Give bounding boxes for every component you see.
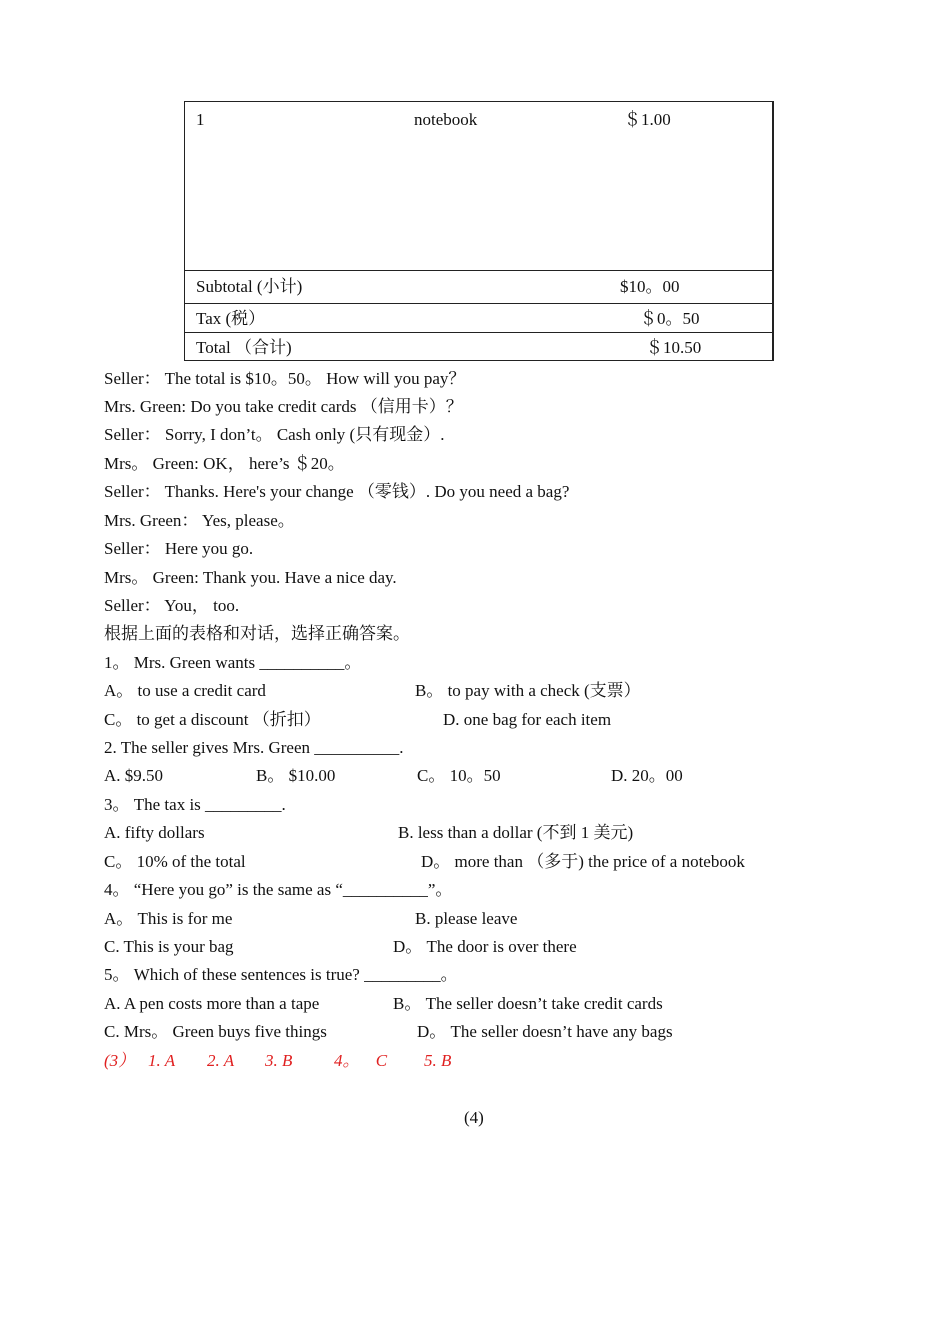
total-divider — [185, 332, 772, 333]
answers-label: (3） — [104, 1051, 136, 1070]
q5-option-d: D。 The seller doesn’t have any bags — [417, 1022, 673, 1041]
total-label: Total （合计) — [196, 338, 292, 357]
q3-option-a: A. fifty dollars — [104, 823, 205, 842]
answer-2: 2. A — [207, 1051, 235, 1070]
q1-option-a: A。 to use a credit card — [104, 681, 266, 700]
item-quantity: 1 — [196, 110, 205, 129]
item-name: notebook — [414, 110, 478, 129]
dialogue-line: Seller： Thanks. Here's your change （零钱）. Do you need a bag? — [104, 482, 570, 501]
q4-option-c: C. This is your bag — [104, 937, 234, 956]
dialogue-line: Seller： The total is $10。50。 How will you pay？ — [104, 369, 466, 388]
subtotal-label: Subtotal (小计) — [196, 277, 303, 296]
dialogue-line: Seller： Here you go. — [104, 539, 254, 558]
q5-option-a: A. A pen costs more than a tape — [104, 994, 320, 1013]
q1-option-b: B。 to pay with a check (支票） — [415, 681, 641, 700]
q4-option-d: D。 The door is over there — [393, 937, 577, 956]
q2-option-b: B。 $10.00 — [256, 766, 336, 785]
question-5: 5。 Which of these sentences is true? _________。 — [104, 965, 458, 984]
dialogue-line: Mrs。 Green: Thank you. Have a nice day. — [104, 568, 397, 587]
item-price: ＄1.00 — [624, 110, 671, 129]
answer-4: 4。 C — [334, 1051, 388, 1070]
dialogue-line: Seller： You， too. — [104, 596, 240, 615]
question-3: 3。 The tax is _________. — [104, 795, 286, 814]
dialogue-line: Mrs. Green: Do you take credit cards （信用卡）？ — [104, 397, 463, 416]
q3-option-c: C。 10% of the total — [104, 852, 246, 871]
question-4: 4。 “Here you go” is the same as “__________”。 — [104, 880, 453, 899]
q4-option-a: A。 This is for me — [104, 909, 233, 928]
instruction: 根据上面的表格和对话，选择正确答案。 — [104, 624, 410, 643]
tax-divider — [185, 303, 772, 304]
dialogue-line: Mrs。 Green: OK， here’s ＄20。 — [104, 454, 345, 473]
tax-label: Tax (税） — [196, 309, 266, 328]
answer-3: 3. B — [265, 1051, 293, 1070]
dialogue-line: Seller： Sorry, I don’t。 Cash only (只有现金）. — [104, 425, 445, 444]
q5-option-c: C. Mrs。 Green buys five things — [104, 1022, 327, 1041]
dialogue-line: Mrs. Green： Yes, please。 — [104, 511, 295, 530]
q1-option-d: D. one bag for each item — [443, 710, 612, 729]
question-2: 2. The seller gives Mrs. Green __________. — [104, 738, 404, 757]
page-number: (4) — [464, 1108, 484, 1127]
question-1: 1。 Mrs. Green wants __________。 — [104, 653, 362, 672]
q4-option-b: B. please leave — [415, 909, 518, 928]
q2-option-d: D. 20。00 — [611, 766, 683, 785]
q2-option-a: A. $9.50 — [104, 766, 164, 785]
subtotal-value: $10。00 — [620, 277, 680, 296]
q1-option-c: C。 to get a discount （折扣） — [104, 710, 321, 729]
subtotal-divider — [185, 270, 772, 271]
q2-option-c: C。 10。50 — [417, 766, 501, 785]
q5-option-b: B。 The seller doesn’t take credit cards — [393, 994, 663, 1013]
total-value: ＄10.50 — [646, 338, 702, 357]
q3-option-d: D。 more than （多于) the price of a notebook — [421, 852, 745, 871]
answer-5: 5. B — [424, 1051, 452, 1070]
answer-1: 1. A — [148, 1051, 176, 1070]
q3-option-b: B. less than a dollar (不到 1 美元) — [398, 823, 634, 842]
receipt-table — [184, 101, 774, 361]
tax-value: ＄0。50 — [640, 309, 700, 328]
